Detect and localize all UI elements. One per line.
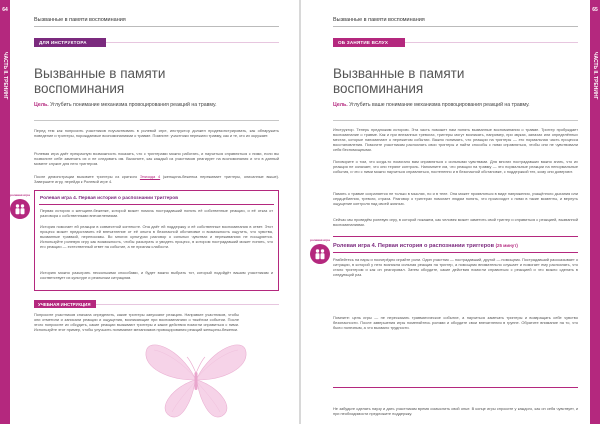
left-game-box [34, 190, 279, 291]
right-para-1: Инструктор. Теперь предложим историю. Эта часть поможет нам понять вызванные воспоминания о травме. Триггер пробуждает воспоминание о травме. Как и при внезапных тревогах, триггеры могут возникать, например, при звуках, запахах или определённых местах, которые напоминают о пережитом событии. Важно понимать, что реакции на триггеры — это нормальная часть процесса восстановления. Помогите участникам распознать свои триггеры и найти способы с ними справляться, чтобы они не чувствовали себя беспомощными. [333, 127, 578, 152]
right-game-bottom-rule [333, 387, 578, 388]
right-game-box [333, 236, 578, 402]
right-bottom-para: Не забудьте сделать паузу и дать участникам время осмыслить свой опыт. В конце игры спросите у каждого, как он себя чувствует, и при необходимости предложите поддержку. [333, 406, 578, 416]
right-game-para-1: Разбейтесь на пары и поочерёдно играйте роли. Один участник — пострадавший, другой — помощник. Пострадавший рассказывает о ситуации, в которой у него возникла сильная реакция на триггер, а помощник внимательно слушает и помогает ему распознать, что стало триггером и как он реагировал. Затем обсудите, какие действия помогли справиться с реакцией и что можно сделать в следующий раз. [333, 257, 578, 277]
left-side-tab: ЧАСТЬ II. ТРЕНИНГ [2, 52, 8, 100]
left-instruction-line [96, 304, 279, 305]
right-page [301, 0, 600, 424]
right-goal [333, 102, 573, 108]
left-section-bar [34, 38, 279, 47]
right-badge-label: ролевая игра [310, 238, 330, 242]
left-goal-rule [34, 120, 279, 121]
left-badge-label: ролевая игра [10, 193, 30, 197]
right-para-2: Поговорите о том, что когда-то помогало вам справляться с сильными чувствами. Для многих пострадавших важно знать, что их реакция не означает, что они теряют контроль. Напомните им, что реакции на травму — это нормальные реакции на ненормальные события, и что с ними можно научиться справляться, постепенно и в безопасной обстановке, с поддержкой тех, кому они доверяют. [333, 159, 578, 174]
left-para-1: Перед тем как попросить участников поучаствовать в ролевой игре, инструктор должен продемонстрировать, как обнаружить поведение и триггеры, порождаемые воспоминаниями о травме. Помните: участники пережили травму, как и те, кто их окружает. [34, 128, 279, 138]
butterfly-illustration [140, 330, 250, 422]
people-icon [314, 248, 326, 260]
right-page-number: 65 [592, 7, 598, 13]
left-page-number: 64 [2, 7, 8, 13]
left-para-3-text: После демонстрации вызовите триггеры из краткого Эпизода 4 (женщина-беженка переживает триггеры, описанные выше). Завершите игру, перейдя к Ролевой игре 4. [34, 174, 280, 184]
right-game-title-note: (25 минут) [495, 243, 518, 248]
right-side-strip [590, 0, 600, 424]
left-section-label: ДЛЯ ИНСТРУКТОРА [39, 39, 87, 45]
left-game-para-3: Историю можно разыграть несколькими способами, и будет важно выбрать тот, который подойдёт вашим участникам и соответствует их культуре и реальным ситуациям. [40, 270, 273, 280]
right-para-4: Сейчас мы проведём ролевую игру, в которой покажем, как человек может заметить свой триггер и справиться с реакцией, вызванной воспоминаниями. [333, 217, 578, 227]
right-title: Вызванные в памяти воспоминания [333, 66, 465, 96]
left-goal-text: Углубить понимание механизма провоцирования реакций на травму. [50, 102, 217, 108]
episode-link[interactable]: Эпизода 4 [139, 174, 161, 179]
right-roleplay-badge [310, 238, 330, 264]
left-running-head: Вызванные в памяти воспоминания [34, 17, 126, 23]
left-side-strip [0, 0, 10, 424]
left-game-para-2: История помогает ей реакции в совместной контексте. Она даёт ей поддержку и её собственные воспоминания в ответ. Этот процесс может предоставить ей впечатление от её опыта в безопасной обстановке и возможность ощутить, что чувства, вызванные травмой, переносимы. Во многих культурах разговор о сильных чувствах и переживаниях не поощряется. Используйте ролевую игру как возможность, чтобы разыграть и увидеть процесс, в котором пострадавший может понять, что его реакции — естественный ответ на событие, а не признак слабости. [40, 224, 273, 249]
right-game-para-2: Помните: цель игры — не пересказать травматическое событие, а научиться замечать триггеры и возвращать себе чувство безопасности. После завершения игры поменяйтесь ролями и обсудите свои впечатления в группе. Обратите внимание на то, что было полезным, а что вызвало трудности. [333, 315, 578, 330]
right-head-rule [333, 26, 578, 27]
left-game-rule [39, 204, 274, 205]
left-roleplay-badge [10, 193, 30, 219]
left-game-para-1: Первая история о женщине-беженке, которой может помочь пострадавший понять её собственные реакции, и её отказ от разговора с собственными впечатлениями. [40, 208, 273, 218]
left-goal [34, 102, 274, 108]
right-side-tab: ЧАСТЬ II. ТРЕНИНГ [592, 52, 598, 100]
right-game-rule [333, 252, 578, 253]
right-goal-rule [333, 120, 578, 121]
left-section-line [106, 42, 279, 43]
left-goal-label: Цель. [34, 102, 49, 108]
right-game-title-text: Ролевая игра 4. Первая история о распознании триггеров [333, 243, 495, 249]
right-running-head: Вызванные в памяти воспоминания [333, 17, 425, 23]
left-instruction-para: Попросите участников сначала определить, какие триггеры запускают реакцию. Направьте участников, чтобы они отметили и записали реакции и ощущения, возникающие при воспоминаниях о тяжёлом событии. После этого попросите их обсудить, какие реакции вызывают триггеры и какие действия помогли справиться с ними. Используйте этот пример, чтобы улучшить понимание механизмов провоцирования реакций женщины-беженки. [34, 312, 239, 332]
right-section-bar [333, 38, 578, 47]
right-goal-text: Углубить ваше понимание механизма провоцирования реакций на травму. [349, 102, 530, 108]
right-section-label: ОБ ЗАНЯТИЕ ВСЛУХ [338, 39, 389, 45]
left-page [0, 0, 299, 424]
right-section-line [405, 42, 578, 43]
left-instruction-bar [34, 300, 279, 308]
right-para-3: Память о травме сохраняется не только в мыслях, но и в теле. Она может проявляться в виде напряжения, учащённого дыхания или сердцебиения, тревоги, страха. Разговор о триггерах помогает людям понять, что происходит с ними в такие моменты, и вернуть ощущение контроля над своей жизнью. [333, 191, 578, 206]
people-icon [14, 203, 26, 215]
left-game-title: Ролевая игра 4. Первая история о распознании триггеров [40, 196, 179, 201]
left-para-3 [34, 174, 279, 184]
left-para-2: Ролевая игра даёт прекрасную возможность показать, что с триггерами можно работать, и научиться справляться с ними, если вы позволите себе замечать их и не следовать им. Выясните, как каждый из участников реагирует на воспоминания и что в данный момент служит для него триггером. [34, 151, 279, 166]
left-instruction-label: УЧЕБНАЯ ИНСТРУКЦИЯ [38, 301, 91, 307]
right-goal-label: Цель. [333, 102, 348, 108]
left-title: Вызванные в памяти воспоминания [34, 66, 166, 96]
right-game-title [333, 243, 578, 249]
left-head-rule [34, 26, 279, 27]
